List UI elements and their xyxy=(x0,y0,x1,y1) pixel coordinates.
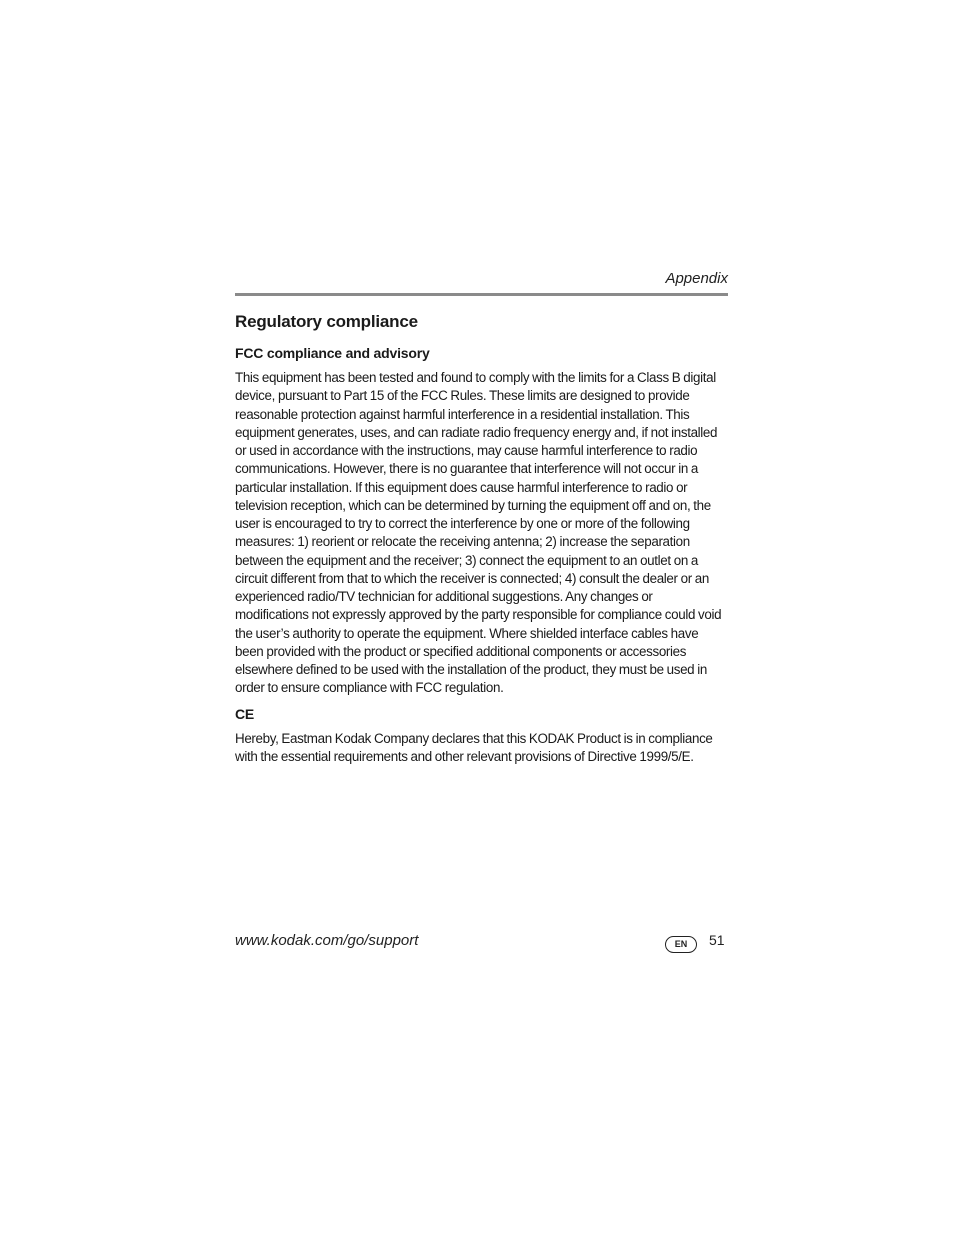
page-number: 51 xyxy=(709,932,725,948)
language-badge: EN xyxy=(665,936,697,953)
header-rule xyxy=(235,293,728,296)
subsection-title-fcc: FCC compliance and advisory xyxy=(235,345,430,361)
section-title: Regulatory compliance xyxy=(235,312,418,331)
subsection-title-ce: CE xyxy=(235,705,255,722)
fcc-paragraph: This equipment has been tested and found to comply with the limits for a Class B digital device, pursuant to Part 15 of the FCC Rules. These limits are designed to provide reasonable protection against harmful interference in a residential installation. This equipment generates, uses, and can radiate radio frequency energy and, if not installed or used in accordance with the instructions, may cause harmful interference to radio communications. However, there is no guarantee that interference will not occur in a particular installation. If this equipment does cause harmful interference to radio or television reception, which can be determined by turning the equipment off and on, the user is encouraged to try to correct the interference by one or more of the following measures: 1) reorient or relocate the receiving antenna; 2) increase the separation between the equipment and the receiver; 3) connect the equipment to an outlet on a circuit different from that to which the receiver is connected; 4) consult the dealer or an experienced radio/TV technician for additional suggestions. Any changes or modifications not expressly approved by the party responsible for compliance could void the user’s authority to operate the equipment. Where shielded interface cables have been provided with the product or specified additional components or accessories elsewhere defined to be used with the installation of the product, they must be used in order to ensure compliance with FCC regulation. xyxy=(235,370,722,696)
main-content xyxy=(235,310,728,772)
ce-paragraph: Hereby, Eastman Kodak Company declares that this KODAK Product is in compliance with the essential requirements and other relevant provisions of Directive 1999/5/E. xyxy=(235,730,713,764)
footer-url: www.kodak.com/go/support xyxy=(235,932,419,949)
running-header: Appendix xyxy=(665,270,728,287)
